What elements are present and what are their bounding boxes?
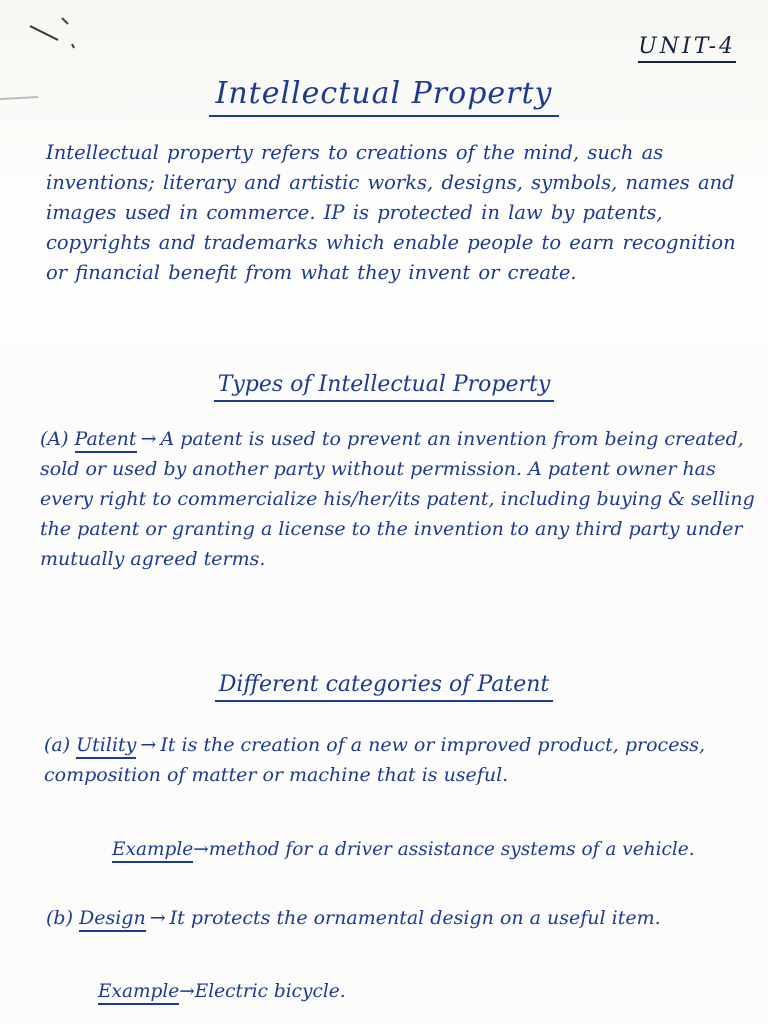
design-example-text: Electric bicycle. [194,981,346,1002]
arrow-icon: → [193,839,209,860]
types-heading-text: Types of Intellectual Property [214,372,555,402]
utility-example-text: method for a driver assistance systems of a vehicle. [208,839,695,860]
design-example [98,978,738,1006]
utility-item [44,730,759,790]
utility-example [112,836,752,864]
design-head: Design [79,907,146,932]
utility-text: It is the creation of a new or improved product, process, composition of matter or machine that is useful. [44,734,705,786]
patent-item [40,424,755,574]
pen-scribble-mark [28,14,76,54]
intro-paragraph: Intellectual property refers to creations of the mind, such as inventions; literary and artistic works, designs, symbols, names and images used in commerce. IP is protected in law by patents, copyrights and trademarks which enable people to earn recognition or financial benefit from what they invent or create. [46,141,736,284]
unit-label: UNIT-4 [638,34,736,63]
design-item [46,903,761,933]
types-heading [0,372,768,397]
design-marker: (b) [46,907,73,929]
arrow-icon: → [179,981,195,1002]
arrow-icon: → [149,907,166,929]
patent-text: A patent is used to prevent an invention from being created, sold or used by another party without permission. A patent owner has every right to commercialize his/her/its patent, including buying & selling the patent or granting a license to the invention to any third party under mutually agreed terms. [40,428,755,570]
patent-categories-heading-text: Different categories of Patent [215,672,553,702]
arrow-icon: → [140,428,157,450]
patent-head: Patent [75,428,137,453]
arrow-icon: → [140,734,157,756]
utility-example-head: Example [112,839,193,863]
patent-marker: (A) [40,428,69,450]
page-title [0,76,768,111]
utility-head: Utility [76,734,136,759]
page-title-text: Intellectual Property [209,76,558,117]
design-text: It protects the ornamental design on a useful item. [169,907,661,929]
patent-categories-heading [0,672,768,697]
design-example-head: Example [98,981,179,1005]
utility-marker: (a) [44,734,71,756]
